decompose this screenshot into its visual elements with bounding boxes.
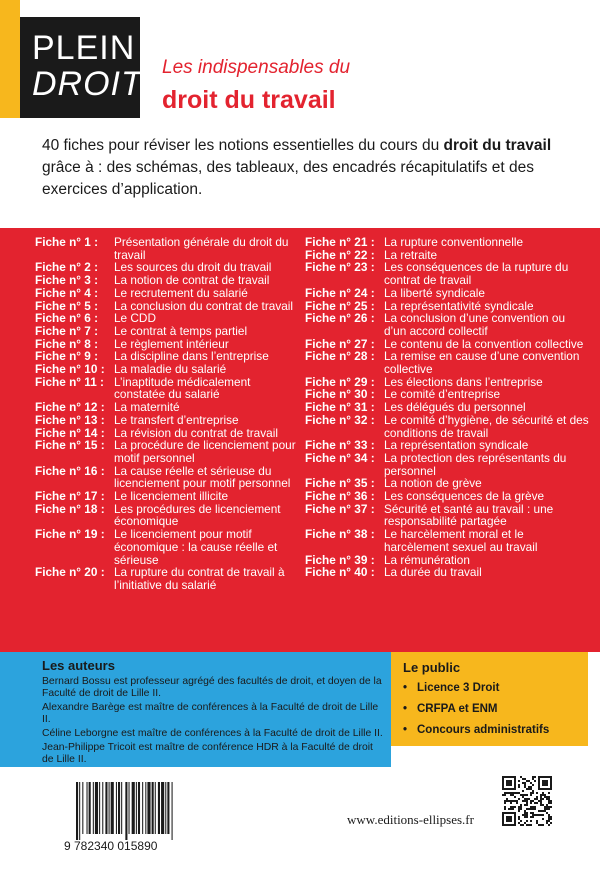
fiche-title: Sécurité et santé au travail : une responsabilité partagée (384, 501, 554, 529)
fiche-item (305, 503, 590, 528)
fiche-number: Fiche n° 28 : (305, 349, 375, 364)
fiche-item (35, 325, 297, 338)
fiche-number: Fiche n° 27 : (305, 336, 375, 351)
fiche-title: Présentation générale du droit du travail (114, 235, 289, 262)
isbn-digits: 9 782340 015890 (64, 839, 158, 852)
fiche-title: La discipline dans l’entreprise (114, 349, 269, 364)
fiche-title: La maternité (114, 400, 180, 415)
fiche-title: La liberté syndicale (384, 285, 485, 300)
fiche-title: Le règlement intérieur (114, 336, 229, 351)
fiche-item (35, 528, 297, 566)
fiche-item (305, 490, 590, 503)
fiche-number: Fiche n° 25 : (305, 298, 375, 313)
fiche-title: La maladie du salarié (114, 362, 227, 377)
fiche-number: Fiche n° 36 : (305, 489, 375, 504)
fiche-number: Fiche n° 37 : (305, 501, 375, 516)
bullet-icon: • (403, 682, 408, 694)
fiche-number: Fiche n° 24 : (305, 285, 375, 300)
fiche-number: Fiche n° 2 : (35, 260, 99, 275)
intro-text-before: 40 fiches pour réviser les notions essentielles du cours du (42, 137, 444, 154)
fiche-number: Fiche n° 35 : (305, 476, 375, 491)
fiche-title: Les procédures de licenciement économique (114, 501, 281, 529)
barcode-icon (64, 780, 210, 852)
fiche-title: Les sources du droit du travail (114, 260, 272, 275)
fiche-number: Fiche n° 6 : (35, 311, 99, 326)
yellow-accent-strip (0, 0, 20, 118)
fiche-number: Fiche n° 40 : (305, 565, 375, 580)
fiches-panel (0, 228, 600, 652)
fiche-number: Fiche n° 3 : (35, 273, 99, 288)
fiche-number: Fiche n° 32 : (305, 412, 375, 427)
fiche-number: Fiche n° 11 : (35, 374, 104, 389)
fiche-item (35, 363, 297, 376)
fiche-title: La procédure de licenciement pour motif personnel (114, 438, 296, 465)
authors-panel (0, 652, 391, 767)
fiche-number: Fiche n° 21 : (305, 235, 375, 249)
fiche-item (35, 414, 297, 427)
fiche-item (35, 439, 297, 464)
audience-item-label: Licence 3 Droit (417, 682, 500, 694)
fiche-title: Le harcèlement moral et le harcèlement sexuel au travail (384, 527, 538, 554)
fiche-title: La durée du travail (384, 565, 482, 580)
fiche-title: Les délégués du personnel (384, 400, 526, 415)
series-logo-line2: DROIT (32, 65, 143, 103)
intro-text-after: grâce à : des schémas, des tableaux, des encadrés récapitulatifs et des exercices d’application. (42, 159, 534, 198)
fiche-number: Fiche n° 29 : (305, 374, 375, 389)
fiche-title: Le CDD (114, 311, 156, 326)
fiche-number: Fiche n° 12 : (35, 400, 105, 415)
fiche-number: Fiche n° 23 : (305, 260, 375, 275)
fiche-number: Fiche n° 13 : (35, 412, 105, 427)
audience-item-label: Concours administratifs (417, 724, 550, 736)
fiche-number: Fiche n° 18 : (35, 501, 105, 516)
fiche-title: La représentation syndicale (384, 438, 529, 453)
audience-item (403, 703, 498, 715)
audience-item (403, 724, 549, 736)
fiche-number: Fiche n° 5 : (35, 298, 99, 313)
fiche-number: Fiche n° 1 : (35, 235, 99, 249)
fiches-column-left (35, 236, 297, 592)
fiche-item (305, 312, 590, 337)
fiche-number: Fiche n° 19 : (35, 527, 105, 542)
fiche-number: Fiche n° 39 : (305, 552, 375, 567)
fiche-title: Le recrutement du salarié (114, 285, 248, 300)
fiche-item (305, 414, 590, 439)
author-entry: Céline Leborgne est maître de conférences à la Faculté de droit de Lille II. (42, 728, 383, 739)
fiche-title: Les conséquences de la rupture du contrat de travail (384, 260, 569, 288)
fiche-title: Le licenciement pour motif économique : la cause réelle et sérieuse (114, 527, 278, 567)
fiche-title: Le contrat à temps partiel (114, 323, 248, 338)
fiches-column-right (305, 236, 590, 579)
fiche-title: La conclusion d’une convention ou d’un accord collectif (384, 311, 566, 338)
fiche-item (305, 287, 590, 300)
author-entry: Jean-Philippe Tricoit est maître de conférence HDR à la Faculté de droit de Lille II. (42, 742, 373, 765)
fiche-item (305, 528, 590, 553)
series-logo-line1: PLEIN (32, 29, 136, 67)
fiche-title: Le comité d’entreprise (384, 387, 501, 402)
fiche-number: Fiche n° 4 : (35, 285, 99, 300)
fiche-item (305, 401, 590, 414)
audience-title: Le public (403, 660, 461, 675)
fiche-number: Fiche n° 31 : (305, 400, 375, 415)
bullet-icon: • (403, 703, 408, 715)
author-entry: Alexandre Barège est maître de conférences à la Faculté de droit de Lille II. (42, 702, 379, 725)
authors-title: Les auteurs (42, 658, 115, 673)
qr-code (500, 774, 554, 828)
fiche-title: La représentativité syndicale (384, 298, 534, 313)
isbn-barcode (64, 780, 210, 852)
fiche-title: La protection des représentants du personnel (384, 450, 567, 478)
fiche-number: Fiche n° 17 : (35, 489, 105, 504)
fiche-title: Les élections dans l’entreprise (384, 374, 543, 389)
fiche-item (35, 236, 297, 261)
intro-text-bold: droit du travail (443, 137, 552, 154)
fiche-title: La remise en cause d’une convention collective (384, 349, 580, 377)
fiche-item (305, 452, 590, 477)
fiche-item (35, 274, 297, 287)
fiche-title: La conclusion du contrat de travail (114, 298, 294, 313)
fiche-title: La rupture du contrat de travail à l’initiative du salarié (114, 565, 285, 592)
fiche-number: Fiche n° 10 : (35, 362, 105, 377)
fiche-item (35, 287, 297, 300)
fiche-item (35, 401, 297, 414)
fiche-title: Le transfert d’entreprise (114, 412, 239, 427)
audience-item (403, 682, 499, 694)
fiche-title: La notion de grève (384, 476, 482, 491)
fiche-number: Fiche n° 14 : (35, 425, 105, 440)
intro-paragraph (42, 135, 577, 201)
fiche-item (35, 490, 297, 503)
fiche-title: Le licenciement illicite (114, 489, 229, 504)
fiche-item (305, 261, 590, 286)
fiche-item (305, 236, 590, 249)
fiche-title: Les conséquences de la grève (384, 489, 545, 504)
fiche-item (35, 566, 297, 591)
fiche-title: L’inaptitude médicalement constatée du salarié (114, 374, 251, 402)
fiche-title: La rupture conventionnelle (384, 235, 524, 249)
qr-code-icon (500, 774, 554, 828)
fiche-number: Fiche n° 26 : (305, 311, 375, 326)
fiche-item (305, 350, 590, 375)
fiche-item (35, 503, 297, 528)
fiche-number: Fiche n° 8 : (35, 336, 99, 351)
fiche-number: Fiche n° 33 : (305, 438, 375, 453)
fiche-item (35, 465, 297, 490)
book-title: droit du travail (162, 86, 336, 114)
fiche-number: Fiche n° 7 : (35, 323, 99, 338)
fiche-title: Le contenu de la convention collective (384, 336, 584, 351)
fiche-number: Fiche n° 20 : (35, 565, 105, 580)
fiche-number: Fiche n° 38 : (305, 527, 375, 542)
audience-panel (391, 652, 588, 746)
fiche-number: Fiche n° 16 : (35, 463, 105, 478)
series-logo (20, 17, 143, 118)
fiche-title: Le comité d’hygiène, de sécurité et des conditions de travail (384, 412, 589, 440)
fiche-number: Fiche n° 22 : (305, 247, 375, 262)
bullet-icon: • (403, 724, 408, 736)
author-entry: Bernard Bossu est professeur agrégé des facultés de droit, et doyen de la Faculté de droit de Lille II. (42, 676, 382, 699)
fiche-number: Fiche n° 15 : (35, 438, 105, 453)
fiche-title: La rémunération (384, 552, 470, 567)
book-subtitle: Les indispensables du (162, 57, 351, 78)
audience-item-label: CRFPA et ENM (417, 703, 498, 715)
fiche-title: La révision du contrat de travail (114, 425, 278, 440)
fiche-title: La notion de contrat de travail (114, 273, 270, 288)
fiche-item (35, 376, 297, 401)
fiche-number: Fiche n° 34 : (305, 450, 375, 465)
fiche-number: Fiche n° 30 : (305, 387, 375, 402)
fiche-title: La cause réelle et sérieuse du licenciement pour motif personnel (114, 463, 291, 491)
publisher-website: www.editions-ellipses.fr (347, 812, 474, 827)
fiche-number: Fiche n° 9 : (35, 349, 99, 364)
fiche-item (305, 566, 590, 579)
fiche-title: La retraite (384, 247, 438, 262)
